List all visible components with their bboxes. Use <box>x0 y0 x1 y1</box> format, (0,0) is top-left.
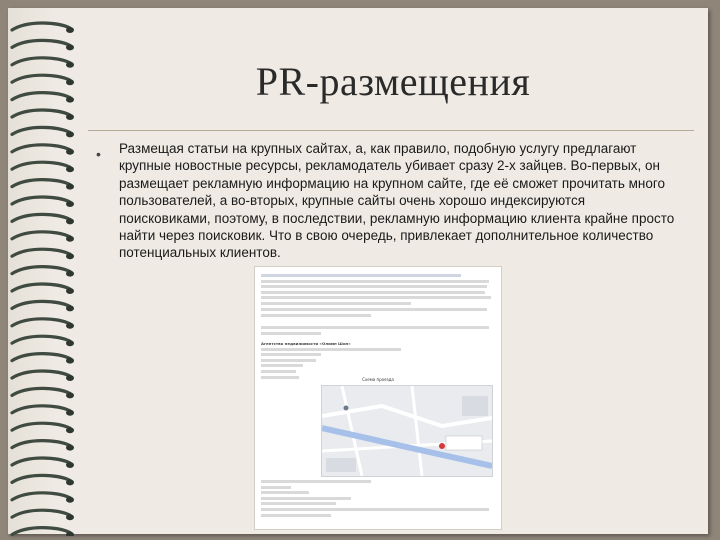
location-map[interactable] <box>321 385 493 477</box>
spiral-ring <box>12 441 70 448</box>
spiral-ring <box>12 267 70 274</box>
binding-hole <box>66 184 74 190</box>
spiral-ring <box>12 510 70 517</box>
article-paragraph <box>261 307 493 318</box>
spiral-ring <box>12 458 70 465</box>
binding-hole <box>66 479 74 485</box>
spiral-ring <box>12 162 70 169</box>
bullet-text: Размещая статьи на крупных сайтах, а, как правило, подобную услугу предлагают крупные новостные ресурсы, рекламодатель убивает сразу 2-х зайцев. Во-первых, он размещает рекламную информацию на крупном сайте, где её сможет прочитать много пользователей, а во-вторых, крупные сайты очень хорошо индексируются поисковиками, поэтому, в последствии, рекламную информацию клиента крайне просто найти через поисковик. Что в свою очередь, привлекает дополнительное количество потенциальных клиентов. <box>119 141 675 261</box>
article-paragraph <box>261 273 493 307</box>
contact-block <box>261 341 401 380</box>
spiral-ring <box>12 145 70 152</box>
article-paragraph <box>261 325 493 336</box>
spiral-ring <box>12 301 70 308</box>
binding-hole <box>66 149 74 155</box>
binding-hole <box>66 375 74 381</box>
spiral-ring <box>12 319 70 326</box>
spiral-ring <box>12 493 70 500</box>
spiral-ring <box>12 214 70 221</box>
binding-hole <box>66 236 74 242</box>
binding-hole <box>66 340 74 346</box>
title-divider <box>88 130 694 131</box>
bullet-dot: • <box>96 146 101 162</box>
binding-hole <box>66 288 74 294</box>
map-graphic <box>322 386 492 476</box>
binding-hole <box>66 201 74 207</box>
binding-hole <box>66 358 74 364</box>
binding-hole <box>66 392 74 398</box>
map-pin-icon <box>344 406 349 411</box>
spiral-ring <box>12 249 70 256</box>
spiral-ring <box>12 388 70 395</box>
spiral-ring <box>12 110 70 117</box>
slide <box>8 8 708 534</box>
spiral-ring <box>12 423 70 430</box>
spiral-ring <box>12 475 70 482</box>
spiral-ring <box>12 528 70 535</box>
spiral-ring <box>12 284 70 291</box>
spiral-ring <box>12 127 70 134</box>
map-pin-icon <box>439 443 445 449</box>
spiral-ring <box>12 354 70 361</box>
article-footer <box>261 479 489 518</box>
contact-heading: Агентство недвижимости «Олимп Шоп» <box>261 341 351 346</box>
spiral-ring <box>12 23 70 30</box>
spiral-ring <box>12 336 70 343</box>
binding-hole <box>66 497 74 503</box>
spiral-ring <box>12 180 70 187</box>
binding-hole <box>66 410 74 416</box>
binding-hole <box>66 514 74 520</box>
binding-hole <box>66 114 74 120</box>
spiral-ring <box>12 232 70 239</box>
map-title: Схема проезда <box>362 377 394 382</box>
spiral-ring <box>12 371 70 378</box>
binding-hole <box>66 166 74 172</box>
spiral-ring <box>12 197 70 204</box>
slide-title: PR-размещения <box>255 59 531 104</box>
binding-hole <box>66 44 74 50</box>
binding-hole <box>66 271 74 277</box>
embedded-article-screenshot <box>254 266 502 530</box>
binding-hole <box>66 218 74 224</box>
binding-hole <box>66 253 74 259</box>
binding-hole <box>66 305 74 311</box>
binding-hole <box>66 427 74 433</box>
binding-hole <box>66 462 74 468</box>
binding-hole <box>66 323 74 329</box>
binding-hole <box>66 445 74 451</box>
spiral-ring <box>12 406 70 413</box>
binding-hole <box>66 131 74 137</box>
spiral-ring <box>12 40 70 47</box>
binding-hole <box>66 27 74 33</box>
